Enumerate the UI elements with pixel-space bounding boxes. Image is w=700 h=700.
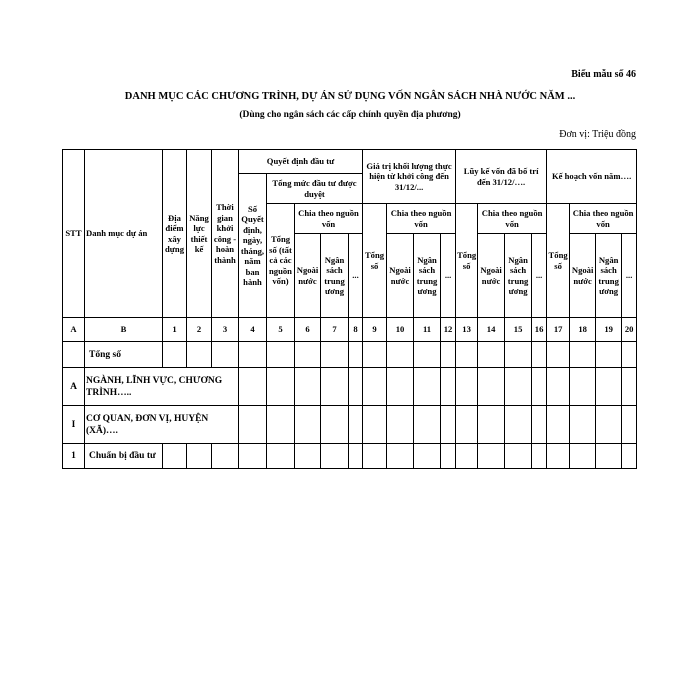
document-title: DANH MỤC CÁC CHƯƠNG TRÌNH, DỰ ÁN SỬ DỤNG VỐN NGÂN SÁCH NHÀ NƯỚC NĂM ... bbox=[124, 91, 576, 102]
empty-cell bbox=[532, 368, 547, 406]
empty-cell bbox=[570, 368, 596, 406]
empty-cell bbox=[295, 406, 321, 444]
empty-cell bbox=[478, 444, 505, 469]
index-cell: 20 bbox=[622, 318, 637, 342]
empty-cell bbox=[505, 342, 532, 368]
header-decision-number: Số Quyết định, ngày, tháng, năm ban hành bbox=[239, 174, 267, 318]
empty-cell bbox=[505, 368, 532, 406]
empty-cell bbox=[267, 342, 295, 368]
empty-cell bbox=[596, 444, 622, 469]
empty-cell bbox=[505, 406, 532, 444]
header-foreign: Ngoài nước bbox=[387, 234, 414, 318]
item-1-code: 1 bbox=[63, 444, 85, 469]
empty-cell bbox=[63, 342, 85, 368]
empty-cell bbox=[363, 444, 387, 469]
empty-cell bbox=[441, 342, 456, 368]
item-1-label: Chuẩn bị đầu tư bbox=[85, 444, 163, 469]
index-cell: 11 bbox=[414, 318, 441, 342]
header-ellipsis: ... bbox=[349, 234, 363, 318]
header-location: Địa điểm xây dựng bbox=[163, 150, 187, 318]
header-foreign: Ngoài nước bbox=[295, 234, 321, 318]
project-table bbox=[62, 149, 637, 469]
empty-cell bbox=[596, 342, 622, 368]
empty-cell bbox=[547, 444, 570, 469]
header-by-source: Chia theo nguồn vốn bbox=[478, 204, 547, 234]
empty-cell bbox=[187, 444, 212, 469]
empty-cell bbox=[414, 406, 441, 444]
empty-cell bbox=[596, 368, 622, 406]
index-cell: 16 bbox=[532, 318, 547, 342]
header-total-all-sources: Tổng số (tất cả các nguồn vốn) bbox=[267, 204, 295, 318]
empty-cell bbox=[239, 368, 267, 406]
header-total-17: Tổng số bbox=[547, 204, 570, 318]
empty-cell bbox=[321, 444, 349, 469]
index-cell: 1 bbox=[163, 318, 187, 342]
index-cell: 2 bbox=[187, 318, 212, 342]
empty-cell bbox=[267, 406, 295, 444]
section-a-label: NGÀNH, LĨNH VỰC, CHƯƠNG TRÌNH….. bbox=[85, 368, 239, 406]
empty-cell bbox=[321, 342, 349, 368]
header-total-13: Tổng số bbox=[456, 204, 478, 318]
empty-cell bbox=[547, 342, 570, 368]
empty-cell bbox=[505, 444, 532, 469]
empty-cell bbox=[478, 368, 505, 406]
index-cell: B bbox=[85, 318, 163, 342]
section-i-code: I bbox=[63, 406, 85, 444]
empty-cell bbox=[349, 342, 363, 368]
empty-cell bbox=[239, 342, 267, 368]
header-by-source: Chia theo nguồn vốn bbox=[295, 204, 363, 234]
header-central-budget: Ngân sách trung ương bbox=[505, 234, 532, 318]
empty-cell bbox=[267, 368, 295, 406]
empty-cell bbox=[187, 342, 212, 368]
form-number: Biểu mẫu số 46 bbox=[571, 69, 636, 80]
empty-cell bbox=[295, 444, 321, 469]
empty-cell bbox=[478, 406, 505, 444]
header-ellipsis: ... bbox=[532, 234, 547, 318]
table-row bbox=[63, 368, 637, 406]
header-ellipsis: ... bbox=[441, 234, 456, 318]
empty-cell bbox=[414, 444, 441, 469]
index-cell: 10 bbox=[387, 318, 414, 342]
empty-cell bbox=[212, 342, 239, 368]
header-central-budget: Ngân sách trung ương bbox=[414, 234, 441, 318]
empty-cell bbox=[456, 444, 478, 469]
empty-cell bbox=[212, 444, 239, 469]
empty-cell bbox=[387, 406, 414, 444]
index-cell: A bbox=[63, 318, 85, 342]
empty-cell bbox=[547, 368, 570, 406]
empty-cell bbox=[387, 444, 414, 469]
empty-cell bbox=[414, 368, 441, 406]
empty-cell bbox=[622, 342, 637, 368]
header-project-list: Danh mục dự án bbox=[85, 150, 163, 318]
index-cell: 7 bbox=[321, 318, 349, 342]
empty-cell bbox=[349, 444, 363, 469]
header-by-source: Chia theo nguồn vốn bbox=[570, 204, 637, 234]
header-central-budget: Ngân sách trung ương bbox=[321, 234, 349, 318]
empty-cell bbox=[363, 342, 387, 368]
empty-cell bbox=[163, 444, 187, 469]
empty-cell bbox=[321, 406, 349, 444]
document-subtitle: (Dùng cho ngân sách các cấp chính quyền địa phương) bbox=[239, 110, 461, 120]
index-cell: 12 bbox=[441, 318, 456, 342]
index-cell: 8 bbox=[349, 318, 363, 342]
empty-cell bbox=[532, 342, 547, 368]
empty-cell bbox=[387, 368, 414, 406]
index-cell: 6 bbox=[295, 318, 321, 342]
empty-cell bbox=[532, 444, 547, 469]
empty-cell bbox=[349, 406, 363, 444]
empty-cell bbox=[622, 444, 637, 469]
index-cell: 5 bbox=[267, 318, 295, 342]
empty-cell bbox=[570, 406, 596, 444]
header-total-9: Tổng số bbox=[363, 204, 387, 318]
empty-cell bbox=[414, 342, 441, 368]
index-cell: 9 bbox=[363, 318, 387, 342]
index-cell: 19 bbox=[596, 318, 622, 342]
header-ellipsis: ... bbox=[622, 234, 637, 318]
empty-cell bbox=[596, 406, 622, 444]
empty-cell bbox=[363, 406, 387, 444]
header-completed-value: Giá trị khối lượng thực hiện từ khởi công đến 31/12/... bbox=[363, 150, 456, 204]
index-row bbox=[63, 318, 637, 342]
empty-cell bbox=[547, 406, 570, 444]
unit-label: Đơn vị: Triệu đồng bbox=[559, 129, 636, 140]
empty-cell bbox=[239, 444, 267, 469]
index-cell: 17 bbox=[547, 318, 570, 342]
index-cell: 18 bbox=[570, 318, 596, 342]
header-accumulated-capital: Lũy kế vốn đã bố trí đến 31/12/…. bbox=[456, 150, 547, 204]
empty-cell bbox=[387, 342, 414, 368]
index-cell: 4 bbox=[239, 318, 267, 342]
header-start-end-time: Thời gian khởi công - hoàn thành bbox=[212, 150, 239, 318]
empty-cell bbox=[239, 406, 267, 444]
empty-cell bbox=[456, 342, 478, 368]
header-capital-plan: Kế hoạch vốn năm…. bbox=[547, 150, 637, 204]
empty-cell bbox=[441, 406, 456, 444]
empty-cell bbox=[532, 406, 547, 444]
empty-cell bbox=[349, 368, 363, 406]
empty-cell bbox=[456, 406, 478, 444]
header-stt: STT bbox=[63, 150, 85, 318]
empty-cell bbox=[570, 444, 596, 469]
empty-cell bbox=[295, 342, 321, 368]
header-foreign: Ngoài nước bbox=[478, 234, 505, 318]
table-row bbox=[63, 444, 637, 469]
index-cell: 15 bbox=[505, 318, 532, 342]
table-row bbox=[63, 406, 637, 444]
empty-cell bbox=[441, 444, 456, 469]
index-cell: 14 bbox=[478, 318, 505, 342]
header-design-capacity: Năng lực thiết kế bbox=[187, 150, 212, 318]
empty-cell bbox=[163, 342, 187, 368]
header-by-source: Chia theo nguồn vốn bbox=[387, 204, 456, 234]
section-i-label: CƠ QUAN, ĐƠN VỊ, HUYỆN (XÃ)…. bbox=[85, 406, 239, 444]
table-row bbox=[63, 342, 637, 368]
total-row-label: Tổng số bbox=[85, 342, 163, 368]
section-a-code: A bbox=[63, 368, 85, 406]
empty-cell bbox=[267, 444, 295, 469]
empty-cell bbox=[441, 368, 456, 406]
empty-cell bbox=[622, 406, 637, 444]
empty-cell bbox=[570, 342, 596, 368]
header-foreign: Ngoài nước bbox=[570, 234, 596, 318]
index-cell: 13 bbox=[456, 318, 478, 342]
empty-cell bbox=[295, 368, 321, 406]
empty-cell bbox=[456, 368, 478, 406]
empty-cell bbox=[478, 342, 505, 368]
header-investment-decision: Quyết định đầu tư bbox=[239, 150, 363, 174]
empty-cell bbox=[363, 368, 387, 406]
index-cell: 3 bbox=[212, 318, 239, 342]
empty-cell bbox=[321, 368, 349, 406]
empty-cell bbox=[622, 368, 637, 406]
header-central-budget: Ngân sách trung ương bbox=[596, 234, 622, 318]
header-total-approved: Tổng mức đầu tư được duyệt bbox=[267, 174, 363, 204]
